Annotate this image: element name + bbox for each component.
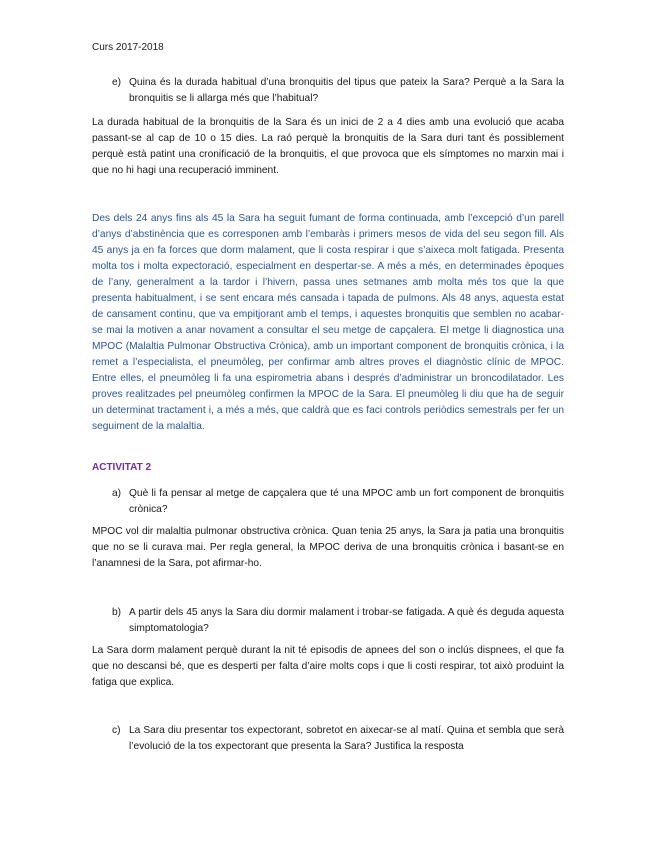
activity-heading: ACTIVITAT 2 xyxy=(92,462,152,473)
question-a xyxy=(112,486,564,518)
question-e-text: Quina és la durada habitual d’una bronquitis del tipus que pateix la Sara? Perquè a la Sara la bronquitis se li allarga més que l’habitual? xyxy=(129,77,564,104)
question-b xyxy=(112,605,564,637)
question-b-text: A partir dels 45 anys la Sara diu dormir malament i trobar-se fatigada. A què és deguda aquesta simptomatologia? xyxy=(129,607,564,634)
question-e-number: e) xyxy=(112,77,122,88)
question-b-number: b) xyxy=(112,607,122,618)
course-header: Curs 2017-2018 xyxy=(92,42,164,53)
question-e xyxy=(112,75,564,107)
question-c xyxy=(112,723,564,755)
answer-a: MPOC vol dir malaltia pulmonar obstructiva crònica. Quan tenia 25 anys, la Sara ja patia una bronquitis que no se li curava mai. Per regla general, la MPOC deriva de una bronquitis crònica i basant-se en l’anamnesi de la Sara, pot afirmar-ho. xyxy=(92,526,564,569)
answer-e: La durada habitual de la bronquitis de la Sara és un inici de 2 a 4 dies amb una evolució que acaba passant-se al cap de 10 o 15 dies. La raó perquè la bronquitis de la Sara duri tant és possiblement perquè està patint una cronificació de la bronquitis, el que provoca que els símptomes no marxin mai i que no hi hagi una recuperació imminent. xyxy=(92,117,564,176)
question-c-number: c) xyxy=(112,725,121,736)
question-c-text: La Sara diu presentar tos expectorant, sobretot en aixecar-se al matí. Quina et sembla que serà l’evolució de la tos expectorant que presenta la Sara? Justifica la resposta xyxy=(129,725,564,752)
answer-b: La Sara dorm malament perquè durant la nit té episodis de apnees del son o inclús dispnees, el que fa que no descansi bé, que es desperti per falta d’aire molts cops i que li costi respirar, tot això produint la fatiga que explica. xyxy=(92,645,564,688)
case-description: Des dels 24 anys fins als 45 la Sara ha seguit fumant de forma continuada, amb l’excepció d’un parell d’anys d’abstinència que es corresponen amb l’embaràs i primers mesos de vida del seu segon fill. Als 45 anys ja en fa forces que dorm malament, que li costa respirar i que s’aixeca molt fatigada. Presenta molta tos i molta expectoració, especialment en despertar-se. A més a més, en determinades èpoques de l’any, generalment a la tardor i l’hivern, passa unes setmanes amb molta més tos que la que presenta habitualment, i se sent encara més cansada i tapada de pulmons. Als 48 anys, aquesta estat de cansament continu, que va empitjorant amb el temps, i aquestes bronquitis que semblen no acabar-se mai la motiven a anar novament a consultar el seu metge de capçalera. El metge li diagnostica una MPOC (Malaltia Pulmonar Obstructiva Crònica), amb un important component de bronquitis crònica, i la remet a l’especialista, el pneumòleg, per confirmar amb altres proves el diagnòstic clínic de MPOC. Entre elles, el pneumòleg li fa una espirometria abans i després d’administrar un broncodilatador. Les proves realitzades pel pneumòleg confirmen la MPOC de la Sara. El pneumòleg li diu que ha de seguir un determinat tractament i, a més a més, que caldrà que es faci controls periòdics semestrals per fer un seguiment de la malaltia. xyxy=(92,213,564,432)
question-a-text: Què li fa pensar al metge de capçalera que té una MPOC amb un fort component de bronquitis crònica? xyxy=(129,488,564,515)
question-a-number: a) xyxy=(112,488,122,499)
